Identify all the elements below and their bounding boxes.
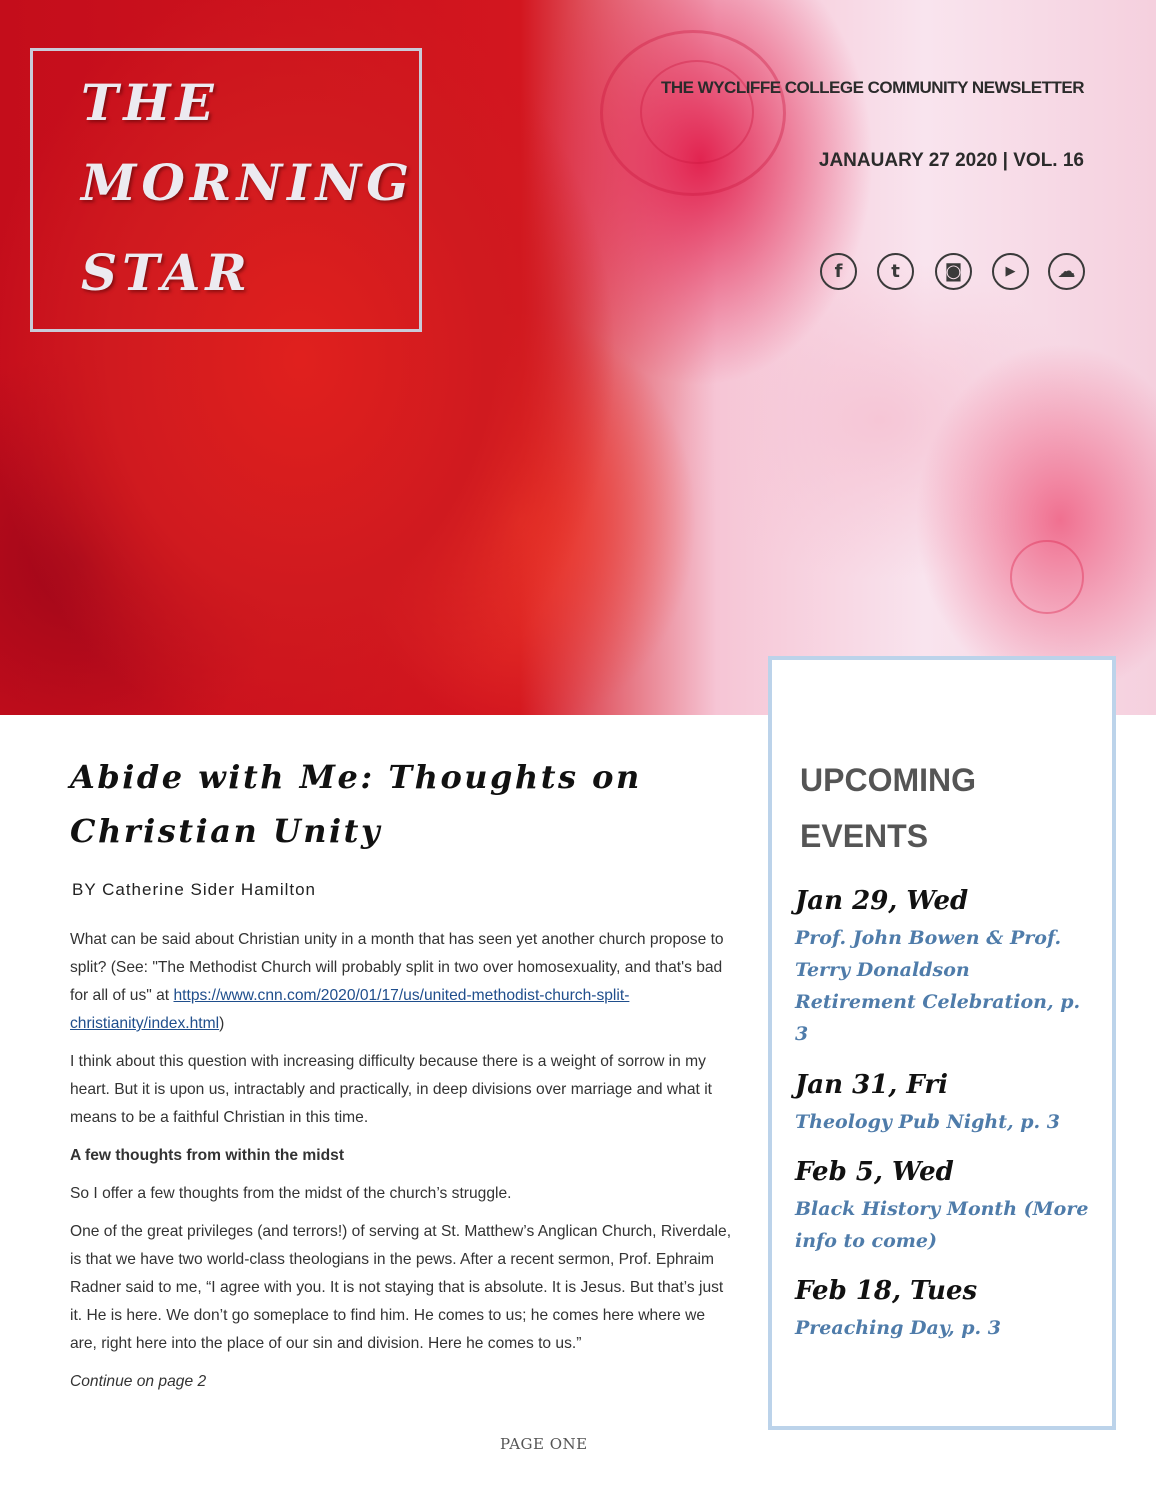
event-date: Feb 18, Tues [795,1276,978,1306]
youtube-icon[interactable]: ▶ [992,253,1029,290]
article-subheading: A few thoughts from within the midst [70,1147,345,1164]
event-description: Prof. John Bowen & Prof. Terry Donaldson Retirement Celebration, p. 3 [795,927,1081,1045]
lead-article [70,750,735,1396]
article-paragraph: I think about this question with increasing difficulty because there is a weight of sorrow in my heart. But it is upon us, intractably and practically, in deep divisions over marriage and what it means to be a faithful Christian in this time. [70,1053,712,1126]
issue-date-volume: JANAUARY 27 2020 | VOL. 16 [818,150,1084,171]
upcoming-events-panel [768,656,1116,1430]
event-date: Feb 5, Wed [795,1157,954,1187]
event-item [795,884,1095,1050]
soundcloud-icon[interactable]: ☁ [1048,253,1085,290]
event-description: Theology Pub Night, p. 3 [795,1111,1060,1133]
article-paragraph: One of the great privileges (and terrors!) of serving at St. Matthew’s Anglican Church, Riverdale, is that we have two world-class theologians in the pews. After a recent sermon, Prof. Ephraim Radner said to me, “I agree with you. It is not staying that is absolute. It is Jesus. But that’s just it. He is here. We don’t go someplace to find him. He comes to us; he comes here where we are, right here into the place of our sin and division. Here he comes to us.” [70,1223,732,1352]
masthead-title-line: MORNING [81,153,414,212]
events-heading [800,752,976,864]
article-paragraph [70,926,735,1038]
paragraph-text: What can be said about Christian unity in a month that has seen yet another church propose to split? (See: "The Methodist Church will probably split in two over homosexuality, and that's bad for all of us" at [70,931,724,1004]
cnn-article-link[interactable]: https://www.cnn.com/2020/01/17/us/united-methodist-church-split-christianity/index.html [70,987,630,1032]
paragraph-text: ) [219,1015,225,1032]
event-item [795,1274,1095,1344]
event-description: Preaching Day, p. 3 [795,1317,1001,1339]
event-date: Jan 31, Fri [795,1070,948,1100]
event-item [795,1068,1095,1138]
organization-name: THE WYCLIFFE COLLEGE COMMUNITY NEWSLETTER [660,78,1084,97]
instagram-icon[interactable]: ◙ [935,253,972,290]
facebook-icon[interactable]: f [820,253,857,290]
masthead-title-frame [30,48,422,332]
events-heading-line: UPCOMING [800,762,976,798]
page-number: PAGE ONE [500,1435,588,1453]
events-heading-line: EVENTS [800,818,929,854]
masthead-title-line: STAR [81,243,252,302]
event-description: Black History Month (More info to come) [795,1198,1089,1252]
twitter-icon[interactable]: t [877,253,914,290]
event-date: Jan 29, Wed [795,886,969,916]
masthead-background [0,0,1156,715]
ink-swirl-decoration [1010,540,1084,614]
article-title: Abide with Me: Thoughts on Christian Unity [70,758,642,850]
continue-note: Continue on page 2 [70,1373,207,1390]
article-byline: BY Catherine Sider Hamilton [72,880,317,899]
social-links [820,253,1092,295]
event-item [795,1155,1095,1257]
ink-swirl-decoration [640,60,754,164]
masthead-title-line: THE [81,73,219,132]
article-paragraph: So I offer a few thoughts from the midst of the church’s struggle. [70,1185,512,1202]
